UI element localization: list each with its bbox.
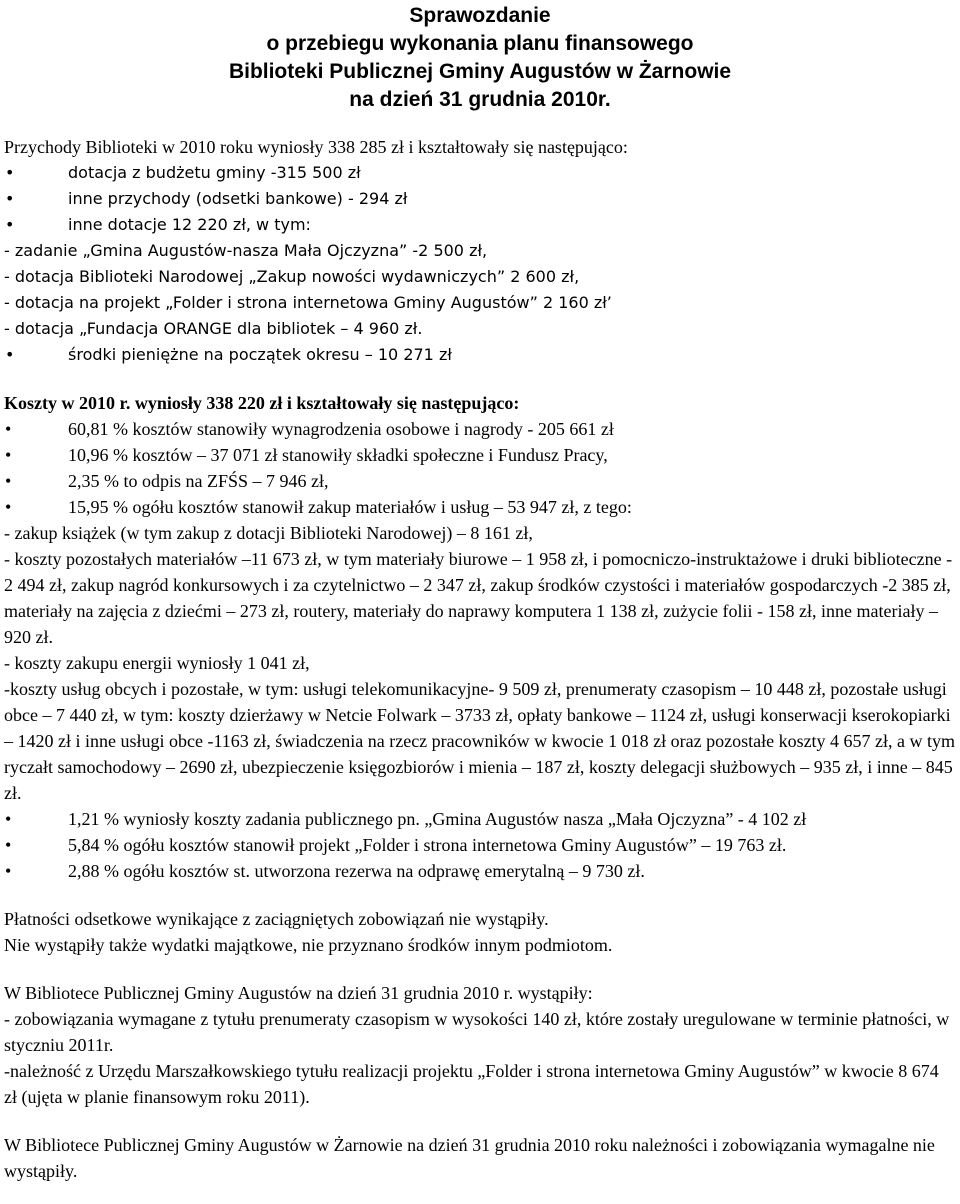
liabilities-line: -należność z Urzędu Marszałkowskiego tytułu realizacji projektu „Folder i strona internetowa Gminy Augustów” w kwocie 8 674 zł (ujęta w planie finansowym roku 2011).: [4, 1061, 939, 1107]
bullet-icon: •: [5, 163, 15, 182]
costs-detail: - koszty zakupu energii wyniosły 1 041 zł,: [4, 653, 310, 673]
closing-paragraph: W Bibliotece Publicznej Gminy Augustów w Żarnowie na dzień 31 grudnia 2010 roku należności i zobowiązania wymagalne nie wystąpiły.: [4, 1135, 935, 1181]
closing-section: [4, 1132, 956, 1184]
notes-section: [4, 906, 956, 958]
costs-bullet-list-2: [4, 806, 956, 884]
spacer: [4, 1110, 956, 1132]
bullet-icon: •: [5, 419, 12, 439]
spacer: [4, 884, 956, 906]
list-item: • inne dotacje 12 220 zł, w tym:: [4, 212, 956, 238]
bullet-icon: •: [5, 445, 12, 465]
bullet-icon: •: [5, 471, 12, 491]
list-item: • 2,35 % to odpis na ZFŚS – 7 946 zł,: [4, 468, 956, 494]
bullet-icon: •: [5, 215, 15, 234]
bullet-icon: •: [5, 861, 12, 881]
list-item: • inne przychody (odsetki bankowe) - 294 zł: [4, 186, 956, 212]
title-line-2: o przebiegu wykonania planu finansowego: [266, 32, 694, 55]
income-sub-line: - dotacja „Fundacja ORANGE dla bibliotek – 4 960 zł.: [4, 319, 423, 338]
bullet-icon: •: [5, 497, 12, 517]
list-item: • dotacja z budżetu gminy -315 500 zł: [4, 160, 956, 186]
list-item: • 15,95 % ogółu kosztów stanowił zakup materiałów i usług – 53 947 zł, z tego:: [4, 494, 956, 520]
title-line-4: na dzień 31 grudnia 2010r.: [349, 88, 611, 111]
spacer: [4, 958, 956, 980]
income-section: [4, 134, 956, 368]
bullet-icon: •: [5, 189, 15, 208]
bullet-icon: •: [5, 345, 15, 364]
title-line-3: Biblioteki Publicznej Gminy Augustów w Żarnowie: [228, 60, 732, 83]
liabilities-heading: W Bibliotece Publicznej Gminy Augustów na dzień 31 grudnia 2010 r. wystąpiły:: [4, 983, 593, 1003]
document-title: [4, 2, 956, 114]
income-bullet-list: [4, 160, 956, 238]
bullet-icon: •: [5, 809, 12, 829]
costs-detail: - koszty pozostałych materiałów –11 673 zł, w tym materiały biurowe – 1 958 zł, i pomocniczo-instruktażowe i druki biblioteczne - 2 494 zł, zakup nagród konkursowych i za czytelnictwo – 2 347 zł, zakup środków czystości i materiałów gospodarczych -2 385 zł, materiały na zajęcia z dziećmi – 273 zł, routery, materiały do naprawy komputera 1 138 zł, zużycie folii - 158 zł, inne materiały – 920 zł.: [4, 549, 953, 647]
document-page: [4, 2, 956, 1184]
list-item: • 2,88 % ogółu kosztów st. utworzona rezerwa na odprawę emerytalną – 9 730 zł.: [4, 858, 956, 884]
income-heading: Przychody Biblioteki w 2010 roku wyniosły 338 285 zł i kształtowały się następująco:: [4, 137, 628, 157]
title-line-1: Sprawozdanie: [409, 4, 551, 27]
bullet-icon: •: [5, 835, 12, 855]
costs-section: [4, 390, 956, 884]
notes-line: Nie wystąpiły także wydatki majątkowe, nie przyznano środków innym podmiotom.: [4, 935, 613, 955]
liabilities-section: [4, 980, 956, 1110]
liabilities-line: - zobowiązania wymagane z tytułu prenumeraty czasopism w wysokości 140 zł, które zostały uregulowane w terminie płatności, w styczniu 2011r.: [4, 1009, 950, 1055]
list-item: • środki pieniężne na początek okresu – 10 271 zł: [4, 342, 956, 368]
list-item: • 10,96 % kosztów – 37 071 zł stanowiły składki społeczne i Fundusz Pracy,: [4, 442, 956, 468]
costs-heading: Koszty w 2010 r. wyniosły 338 220 zł i kształtowały się następująco:: [4, 393, 520, 413]
costs-bullet-list: [4, 416, 956, 520]
costs-detail: - zakup książek (w tym zakup z dotacji Biblioteki Narodowej) – 8 161 zł,: [4, 523, 533, 543]
list-item: • 5,84 % ogółu kosztów stanowił projekt „Folder i strona internetowa Gminy Augustów” – 19 763 zł.: [4, 832, 956, 858]
cash-bullet-list: [4, 342, 956, 368]
income-sub-line: - dotacja na projekt „Folder i strona internetowa Gminy Augustów” 2 160 zł’: [4, 293, 612, 312]
notes-line: Płatności odsetkowe wynikające z zaciągniętych zobowiązań nie wystąpiły.: [4, 909, 549, 929]
list-item: • 1,21 % wyniosły koszty zadania publicznego pn. „Gmina Augustów nasza „Mała Ojczyzna” - 4 102 zł: [4, 806, 956, 832]
list-item: • 60,81 % kosztów stanowiły wynagrodzenia osobowe i nagrody - 205 661 zł: [4, 416, 956, 442]
spacer: [4, 368, 956, 390]
income-sub-line: - zadanie „Gmina Augustów-nasza Mała Ojczyzna” -2 500 zł,: [4, 241, 488, 260]
income-sub-line: - dotacja Biblioteki Narodowej „Zakup nowości wydawniczych” 2 600 zł,: [4, 267, 580, 286]
costs-detail: -koszty usług obcych i pozostałe, w tym: usługi telekomunikacyjne- 9 509 zł, prenumeraty czasopism – 10 448 zł, pozostałe usługi obce – 7 440 zł, w tym: koszty dzierżawy w Netcie Folwark – 3733 zł, opłaty bankowe – 1124 zł, usługi konserwacji kserokopiarki – 1420 zł i inne usługi obce -1163 zł, świadczenia na rzecz pracowników w kwocie 1 018 zł oraz pozostałe koszty 4 657 zł, a w tym ryczałt samochodowy – 2690 zł, ubezpieczenie księgozbiorów i mienia – 187 zł, koszty delegacji służbowych – 935 zł, i inne – 845 zł.: [4, 679, 956, 803]
